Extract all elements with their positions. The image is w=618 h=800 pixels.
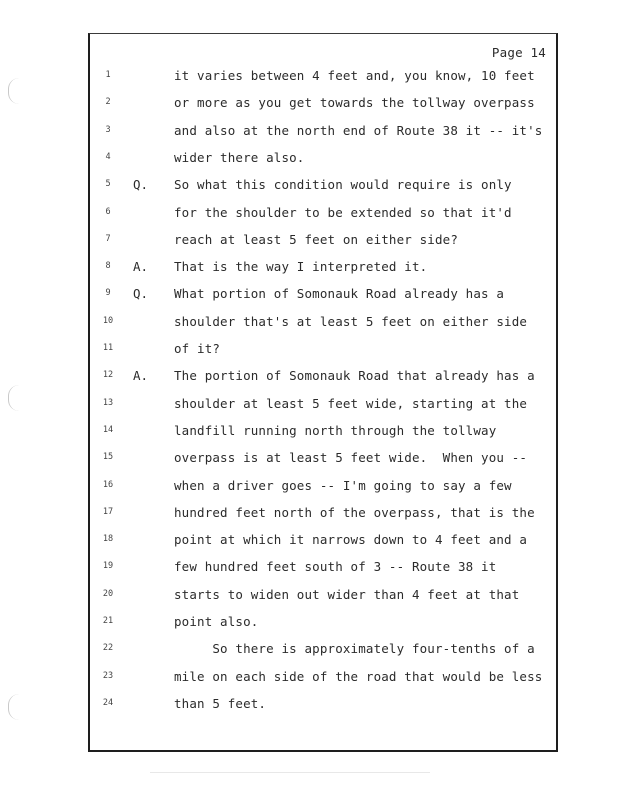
line-number: 21 — [102, 616, 114, 626]
line-number: 19 — [102, 561, 114, 572]
transcript-line — [90, 259, 556, 279]
line-text: So what this condition would require is only — [174, 177, 512, 193]
line-number: 24 — [102, 697, 114, 708]
line-text: mile on each side of the road that would be less — [174, 668, 543, 684]
line-number: 11 — [102, 343, 114, 353]
line-text: shoulder that's at least 5 feet on either side — [174, 313, 528, 329]
line-number: 3 — [105, 124, 111, 135]
transcript-line — [90, 396, 556, 416]
line-text: So there is approximately four-tenths of a — [174, 641, 535, 657]
line-text: hundred feet north of the overpass, that is the — [174, 504, 535, 520]
line-text: point also. — [174, 614, 259, 629]
line-number: 4 — [105, 151, 111, 162]
transcript-line — [90, 478, 556, 498]
transcript-line — [90, 205, 556, 225]
transcript-line — [90, 286, 556, 306]
line-text: and also at the north end of Route 38 it -- it's — [174, 122, 543, 138]
line-text: than 5 feet. — [174, 695, 267, 711]
transcript-line — [90, 177, 556, 197]
transcript-line — [90, 95, 556, 115]
line-text: wider there also. — [174, 149, 305, 165]
speaker-label: Q. — [133, 177, 149, 193]
transcript-line — [90, 314, 556, 334]
line-text: landfill running north through the tollway — [174, 422, 497, 438]
transcript-line — [90, 423, 556, 443]
line-number: 17 — [102, 506, 114, 517]
transcript-line — [90, 614, 556, 634]
line-text: That is the way I interpreted it. — [174, 259, 428, 275]
line-text: overpass is at least 5 feet wide. When you -- — [174, 450, 528, 466]
line-text: reach at least 5 feet on either side? — [174, 231, 458, 247]
transcript-line — [90, 450, 556, 470]
line-text: or more as you get towards the tollway overpass — [174, 95, 535, 111]
line-number: 13 — [102, 397, 114, 408]
speaker-label: Q. — [133, 286, 149, 302]
line-number: 8 — [105, 261, 111, 272]
page-number: Page 14 — [491, 45, 546, 60]
binder-hole-mark — [8, 694, 19, 720]
transcript-line — [90, 505, 556, 525]
line-number: 9 — [105, 288, 111, 299]
line-number: 7 — [105, 233, 111, 244]
line-number: 20 — [102, 588, 114, 599]
line-number: 6 — [105, 206, 111, 217]
line-text: of it? — [174, 341, 221, 356]
transcript-line — [90, 232, 556, 252]
binder-hole-mark — [8, 78, 19, 104]
line-number: 12 — [102, 370, 114, 381]
transcript-line — [90, 68, 556, 88]
transcript-line — [90, 669, 556, 689]
line-number: 18 — [102, 534, 114, 545]
transcript-line — [90, 150, 556, 170]
line-text: starts to widen out wider than 4 feet at that — [174, 586, 520, 602]
line-number: 23 — [102, 670, 114, 681]
transcript-line — [90, 641, 556, 661]
line-number: 1 — [105, 70, 111, 80]
line-text: few hundred feet south of 3 -- Route 38 it — [174, 559, 497, 575]
line-text: it varies between 4 feet and, you know, 10 feet — [174, 68, 535, 83]
transcript-body — [90, 34, 556, 750]
transcript-line — [90, 123, 556, 143]
line-number: 2 — [105, 97, 111, 108]
line-number: 10 — [102, 315, 114, 326]
transcript-line — [90, 368, 556, 388]
line-number: 16 — [102, 479, 114, 490]
line-number: 14 — [102, 424, 114, 435]
line-text: shoulder at least 5 feet wide, starting at the — [174, 395, 528, 411]
line-text: What portion of Somonauk Road already has a — [174, 286, 505, 302]
binder-hole-mark — [8, 385, 19, 411]
transcript-line — [90, 532, 556, 552]
line-text: point at which it narrows down to 4 feet and a — [174, 532, 528, 548]
line-number: 22 — [102, 643, 114, 654]
transcript-line — [90, 559, 556, 579]
speaker-label: A. — [133, 259, 149, 275]
line-text: for the shoulder to be extended so that it'd — [174, 204, 512, 220]
speaker-label: A. — [133, 368, 149, 384]
transcript-page — [88, 33, 558, 752]
transcript-line — [90, 587, 556, 607]
line-text: The portion of Somonauk Road that already has a — [174, 368, 535, 384]
line-text: when a driver goes -- I'm going to say a few — [174, 477, 512, 493]
line-number: 15 — [102, 452, 114, 463]
transcript-line — [90, 341, 556, 361]
transcript-line — [90, 696, 556, 716]
line-number: 5 — [105, 179, 111, 190]
page-edge-shadow — [150, 772, 430, 773]
